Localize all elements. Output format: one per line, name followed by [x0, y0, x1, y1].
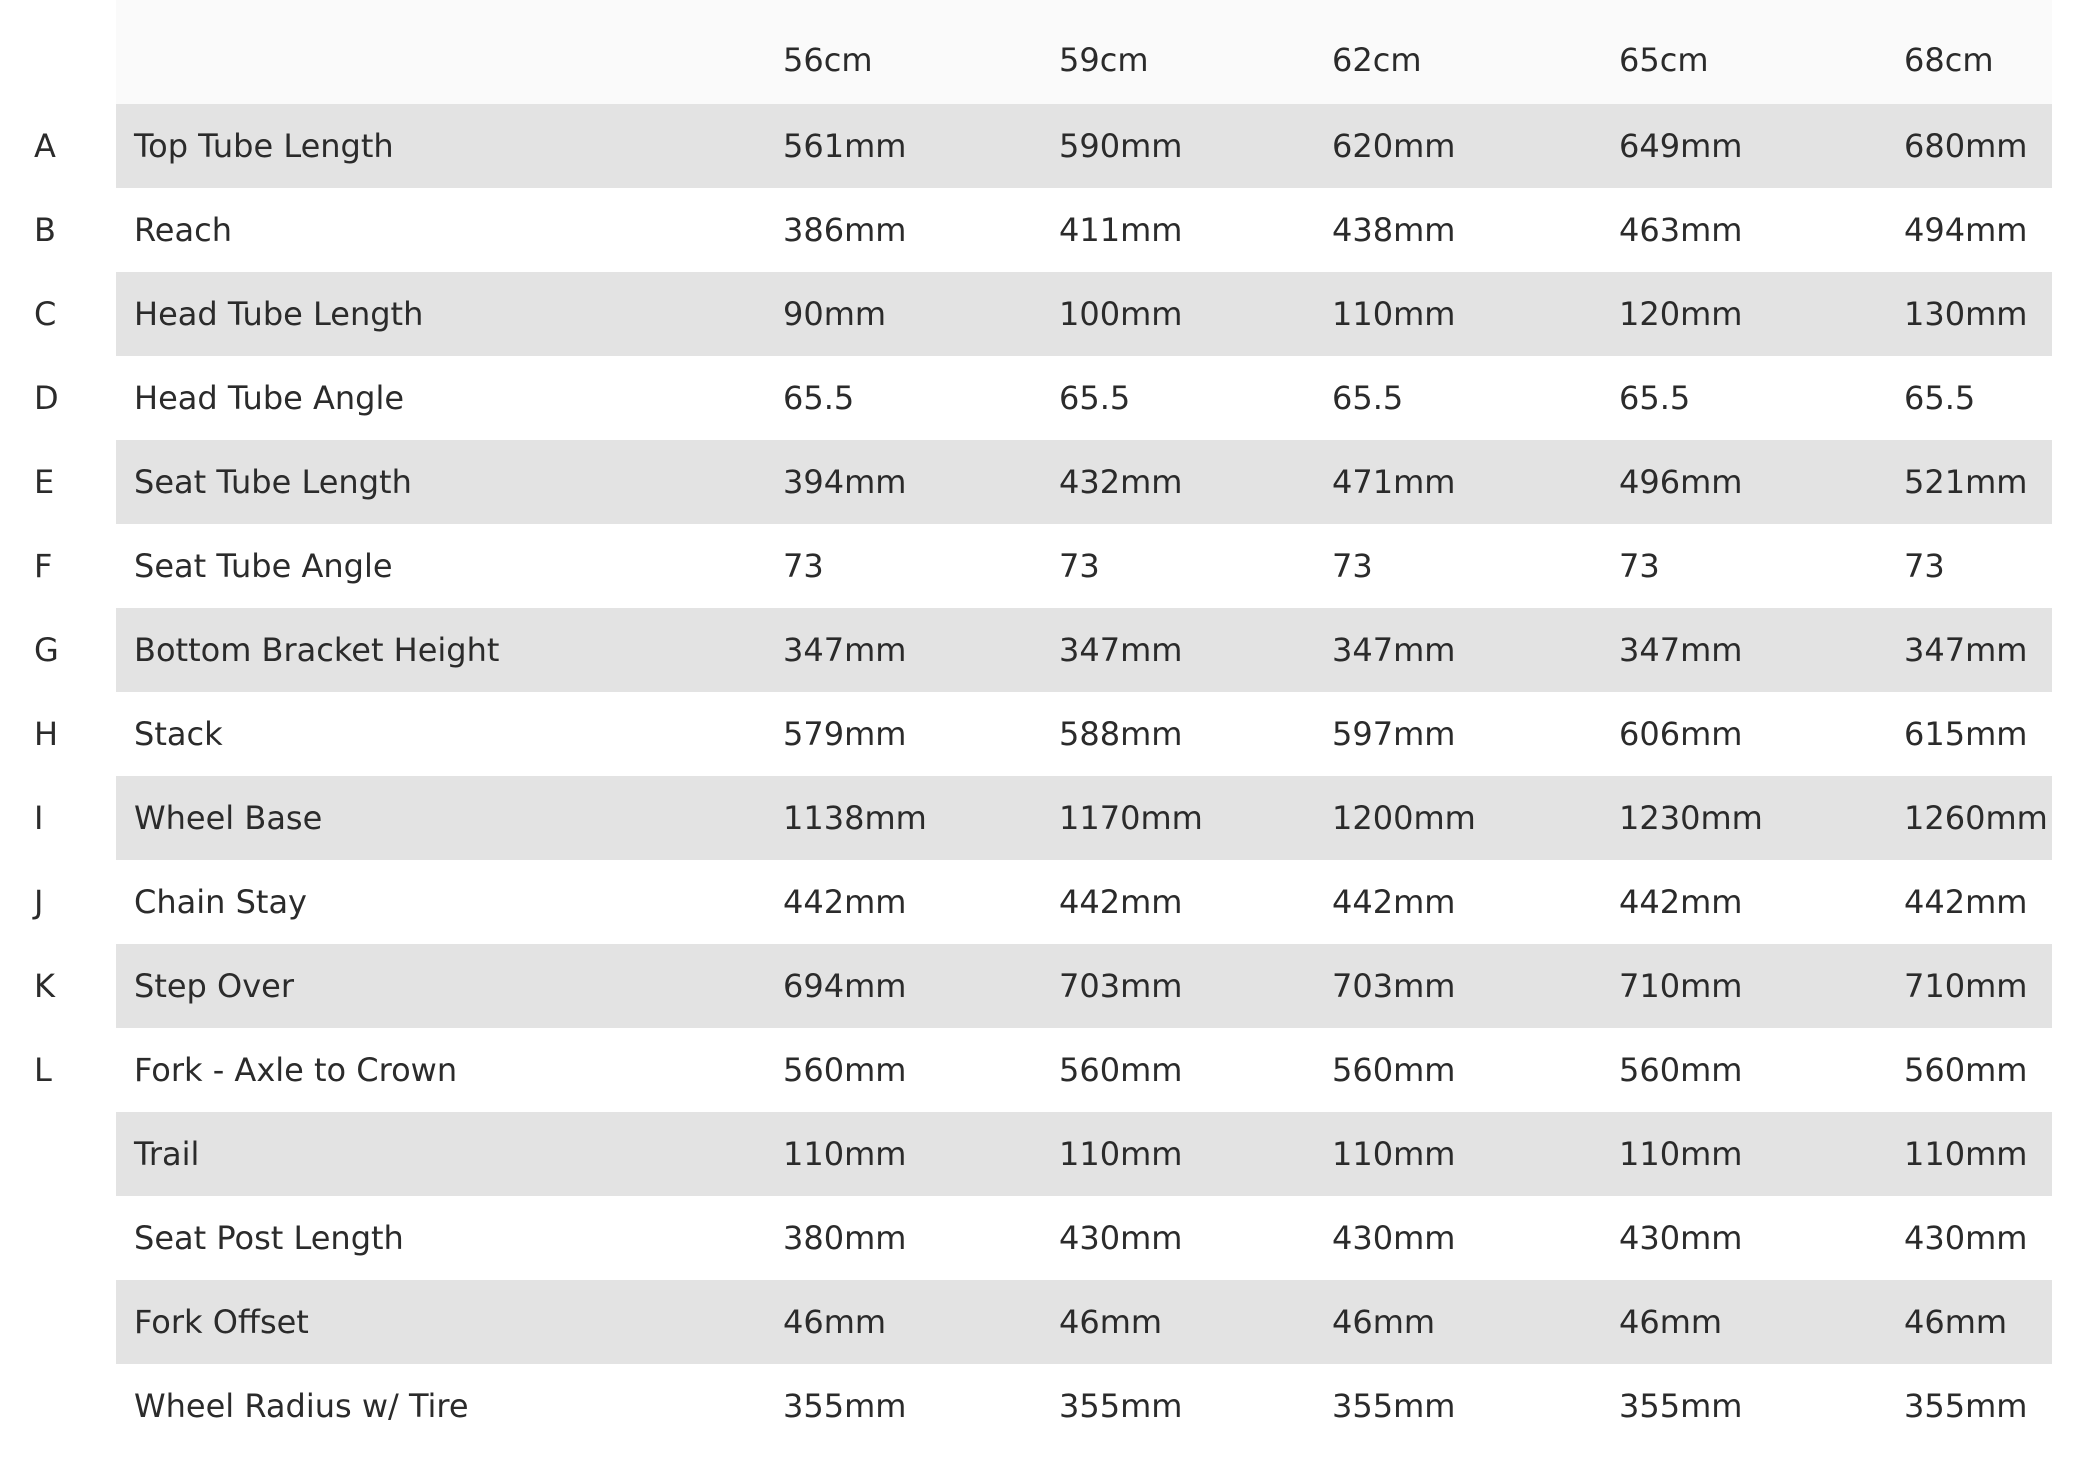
row-value-59cm: 100mm: [1059, 272, 1332, 356]
row-letter: F: [0, 524, 116, 608]
row-label: Seat Tube Angle: [116, 524, 783, 608]
table-row: [0, 524, 2086, 608]
row-value-56cm: 110mm: [783, 1112, 1059, 1196]
row-value-62cm: 442mm: [1332, 860, 1619, 944]
row-value-68cm: 65.5: [1904, 356, 2052, 440]
right-padding: [2052, 1364, 2086, 1448]
row-value-56cm: 73: [783, 524, 1059, 608]
row-value-59cm: 560mm: [1059, 1028, 1332, 1112]
right-padding: [2052, 1112, 2086, 1196]
row-value-56cm: 561mm: [783, 104, 1059, 188]
row-value-62cm: 65.5: [1332, 356, 1619, 440]
row-letter: K: [0, 944, 116, 1028]
row-value-65cm: 1230mm: [1619, 776, 1904, 860]
row-letter: A: [0, 104, 116, 188]
table-row: [0, 1196, 2086, 1280]
row-label: Top Tube Length: [116, 104, 783, 188]
row-value-56cm: 380mm: [783, 1196, 1059, 1280]
row-letter: [0, 1112, 116, 1196]
table-row: [0, 104, 2086, 188]
size-header-59: 59cm: [1059, 0, 1332, 104]
table-row: [0, 944, 2086, 1028]
table-row: [0, 1028, 2086, 1112]
right-padding: [2052, 356, 2086, 440]
row-value-68cm: 442mm: [1904, 860, 2052, 944]
table-footer-spacer: [0, 1448, 2086, 1472]
spacer-cell: [1332, 1448, 1619, 1472]
row-value-65cm: 560mm: [1619, 1028, 1904, 1112]
right-padding: [2052, 692, 2086, 776]
row-value-65cm: 649mm: [1619, 104, 1904, 188]
table-row: [0, 272, 2086, 356]
row-label: Bottom Bracket Height: [116, 608, 783, 692]
table-row: [0, 776, 2086, 860]
table-row: [0, 440, 2086, 524]
table-row: [0, 1112, 2086, 1196]
row-letter: B: [0, 188, 116, 272]
row-value-62cm: 703mm: [1332, 944, 1619, 1028]
row-value-56cm: 90mm: [783, 272, 1059, 356]
row-label: Chain Stay: [116, 860, 783, 944]
row-value-56cm: 394mm: [783, 440, 1059, 524]
row-value-62cm: 355mm: [1332, 1364, 1619, 1448]
row-value-68cm: 680mm: [1904, 104, 2052, 188]
row-value-62cm: 110mm: [1332, 272, 1619, 356]
row-value-68cm: 560mm: [1904, 1028, 2052, 1112]
row-label: Fork Offset: [116, 1280, 783, 1364]
row-value-62cm: 1200mm: [1332, 776, 1619, 860]
right-padding: [2052, 524, 2086, 608]
row-value-56cm: 46mm: [783, 1280, 1059, 1364]
row-value-59cm: 355mm: [1059, 1364, 1332, 1448]
size-header-68: 68cm: [1904, 0, 2052, 104]
row-value-59cm: 411mm: [1059, 188, 1332, 272]
row-value-68cm: 710mm: [1904, 944, 2052, 1028]
spacer-cell: [1904, 1448, 2052, 1472]
row-letter: [0, 1196, 116, 1280]
right-padding: [2052, 1196, 2086, 1280]
table-row: [0, 692, 2086, 776]
row-label: Seat Post Length: [116, 1196, 783, 1280]
right-padding: [2052, 860, 2086, 944]
row-value-59cm: 46mm: [1059, 1280, 1332, 1364]
row-value-65cm: 65.5: [1619, 356, 1904, 440]
label-header-cell: [116, 0, 783, 104]
right-padding: [2052, 272, 2086, 356]
row-letter: H: [0, 692, 116, 776]
row-letter: E: [0, 440, 116, 524]
row-value-59cm: 430mm: [1059, 1196, 1332, 1280]
geometry-table-body: [0, 104, 2086, 1472]
table-row: [0, 1364, 2086, 1448]
row-value-59cm: 73: [1059, 524, 1332, 608]
row-label: Head Tube Angle: [116, 356, 783, 440]
row-value-65cm: 710mm: [1619, 944, 1904, 1028]
row-label: Head Tube Length: [116, 272, 783, 356]
row-label: Wheel Radius w/ Tire: [116, 1364, 783, 1448]
row-value-65cm: 463mm: [1619, 188, 1904, 272]
row-value-62cm: 560mm: [1332, 1028, 1619, 1112]
row-value-56cm: 1138mm: [783, 776, 1059, 860]
row-label: Trail: [116, 1112, 783, 1196]
row-value-68cm: 615mm: [1904, 692, 2052, 776]
row-value-62cm: 597mm: [1332, 692, 1619, 776]
row-value-65cm: 347mm: [1619, 608, 1904, 692]
row-value-65cm: 73: [1619, 524, 1904, 608]
row-value-65cm: 496mm: [1619, 440, 1904, 524]
row-letter: G: [0, 608, 116, 692]
table-row: [0, 188, 2086, 272]
row-value-68cm: 73: [1904, 524, 2052, 608]
row-value-68cm: 1260mm: [1904, 776, 2052, 860]
row-value-59cm: 432mm: [1059, 440, 1332, 524]
row-value-65cm: 442mm: [1619, 860, 1904, 944]
right-padding: [2052, 104, 2086, 188]
row-value-68cm: 130mm: [1904, 272, 2052, 356]
row-value-62cm: 471mm: [1332, 440, 1619, 524]
row-value-62cm: 73: [1332, 524, 1619, 608]
spacer-cell: [1059, 1448, 1332, 1472]
row-value-59cm: 1170mm: [1059, 776, 1332, 860]
size-header-65: 65cm: [1619, 0, 1904, 104]
row-value-65cm: 110mm: [1619, 1112, 1904, 1196]
row-value-62cm: 110mm: [1332, 1112, 1619, 1196]
row-value-65cm: 430mm: [1619, 1196, 1904, 1280]
row-value-59cm: 590mm: [1059, 104, 1332, 188]
row-value-62cm: 46mm: [1332, 1280, 1619, 1364]
right-padding: [2052, 1028, 2086, 1112]
row-value-59cm: 703mm: [1059, 944, 1332, 1028]
table-row: [0, 1280, 2086, 1364]
row-label: Fork - Axle to Crown: [116, 1028, 783, 1112]
row-value-65cm: 120mm: [1619, 272, 1904, 356]
size-header-row: [0, 0, 2086, 104]
row-label: Step Over: [116, 944, 783, 1028]
row-letter: J: [0, 860, 116, 944]
row-value-56cm: 65.5: [783, 356, 1059, 440]
row-value-68cm: 347mm: [1904, 608, 2052, 692]
spacer-cell: [783, 1448, 1059, 1472]
row-value-59cm: 110mm: [1059, 1112, 1332, 1196]
table-row: [0, 356, 2086, 440]
spacer-cell: [116, 1448, 783, 1472]
letter-header-cell: [0, 0, 116, 104]
row-value-65cm: 46mm: [1619, 1280, 1904, 1364]
row-value-68cm: 110mm: [1904, 1112, 2052, 1196]
spacer-cell: [0, 1448, 116, 1472]
right-padding: [2052, 608, 2086, 692]
row-value-59cm: 65.5: [1059, 356, 1332, 440]
row-value-68cm: 494mm: [1904, 188, 2052, 272]
row-label: Stack: [116, 692, 783, 776]
right-padding: [2052, 0, 2086, 104]
row-value-59cm: 347mm: [1059, 608, 1332, 692]
table-row: [0, 608, 2086, 692]
size-header-56: 56cm: [783, 0, 1059, 104]
row-letter: D: [0, 356, 116, 440]
row-value-59cm: 442mm: [1059, 860, 1332, 944]
right-padding: [2052, 944, 2086, 1028]
row-letter: L: [0, 1028, 116, 1112]
row-letter: [0, 1364, 116, 1448]
spacer-cell: [1619, 1448, 1904, 1472]
row-label: Wheel Base: [116, 776, 783, 860]
row-value-56cm: 694mm: [783, 944, 1059, 1028]
right-padding: [2052, 1280, 2086, 1364]
row-label: Seat Tube Length: [116, 440, 783, 524]
spacer-cell: [2052, 1448, 2086, 1472]
row-value-65cm: 606mm: [1619, 692, 1904, 776]
row-value-56cm: 560mm: [783, 1028, 1059, 1112]
row-value-56cm: 442mm: [783, 860, 1059, 944]
row-label: Reach: [116, 188, 783, 272]
row-value-68cm: 521mm: [1904, 440, 2052, 524]
right-padding: [2052, 776, 2086, 860]
row-value-56cm: 386mm: [783, 188, 1059, 272]
table-row: [0, 860, 2086, 944]
right-padding: [2052, 440, 2086, 524]
row-value-62cm: 347mm: [1332, 608, 1619, 692]
row-value-65cm: 355mm: [1619, 1364, 1904, 1448]
row-value-56cm: 355mm: [783, 1364, 1059, 1448]
row-value-59cm: 588mm: [1059, 692, 1332, 776]
row-letter: C: [0, 272, 116, 356]
row-value-62cm: 430mm: [1332, 1196, 1619, 1280]
row-value-62cm: 438mm: [1332, 188, 1619, 272]
row-value-68cm: 355mm: [1904, 1364, 2052, 1448]
row-value-68cm: 46mm: [1904, 1280, 2052, 1364]
row-value-56cm: 579mm: [783, 692, 1059, 776]
row-letter: I: [0, 776, 116, 860]
size-header-62: 62cm: [1332, 0, 1619, 104]
row-value-62cm: 620mm: [1332, 104, 1619, 188]
row-value-56cm: 347mm: [783, 608, 1059, 692]
right-padding: [2052, 188, 2086, 272]
row-letter: [0, 1280, 116, 1364]
row-value-68cm: 430mm: [1904, 1196, 2052, 1280]
